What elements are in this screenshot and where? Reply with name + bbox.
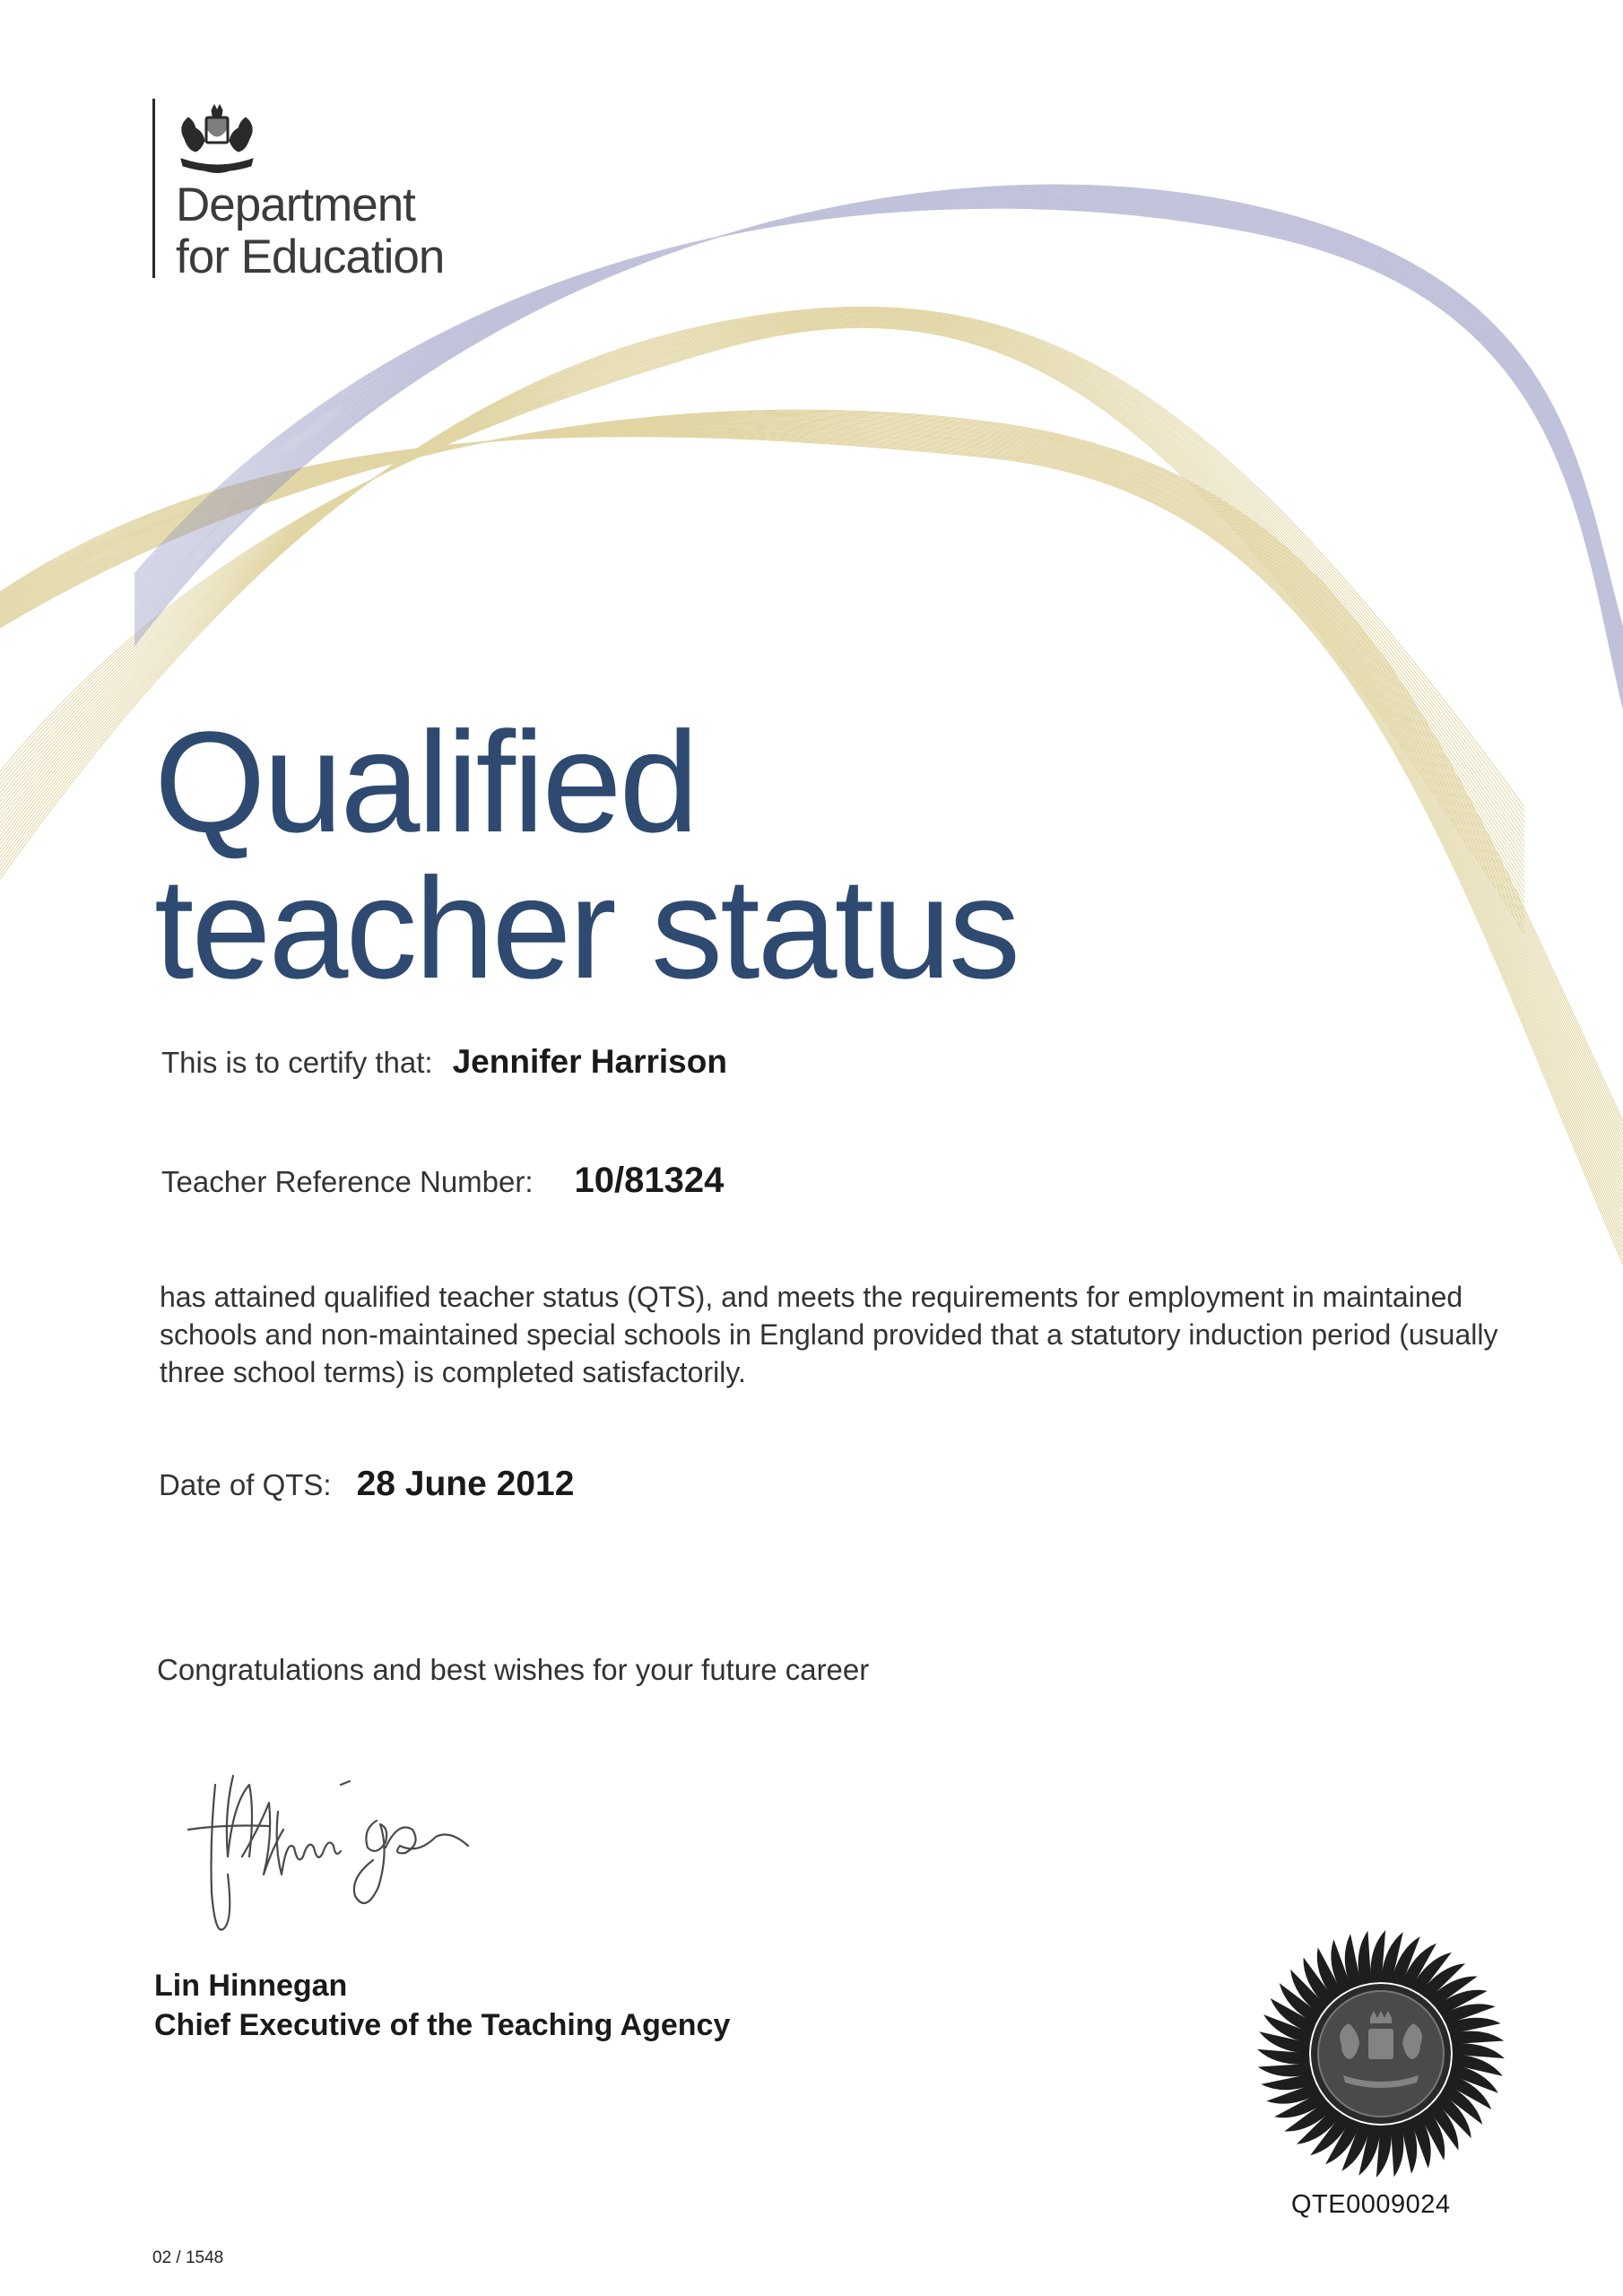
qts-date-row	[159, 1465, 574, 1504]
signatory-block	[154, 1966, 730, 2045]
certify-row	[161, 1043, 727, 1081]
signatory-name: Lin Hinnegan	[154, 1969, 348, 2003]
qts-date-value: 28 June 2012	[356, 1465, 575, 1503]
handwritten-signature	[170, 1758, 547, 1946]
signatory-title: Chief Executive of the Teaching Agency	[154, 2008, 731, 2042]
title-line2: teacher status	[154, 848, 1018, 1008]
title-line1: Qualified	[154, 701, 697, 862]
royal-coat-of-arms-icon	[172, 103, 262, 180]
department-name-line2: for Education	[176, 230, 445, 283]
trn-value: 10/81324	[574, 1161, 725, 1200]
congratulations-text: Congratulations and best wishes for your future career	[157, 1653, 870, 1686]
recipient-name: Jennifer Harrison	[452, 1043, 727, 1080]
qts-statement: has attained qualified teacher status (QTS), and meets the requirements for employment in maintained schools and non-maintained special schools in England provided that a statutory induction period (usually three school terms) is completed satisfactorily.	[160, 1281, 1498, 1388]
embossed-seal-icon	[1255, 1928, 1506, 2179]
certificate-title	[154, 701, 1018, 1008]
department-name	[176, 179, 444, 283]
logo-divider-bar	[152, 99, 155, 278]
certify-label: This is to certify that:	[161, 1046, 433, 1079]
trn-label: Teacher Reference Number:	[161, 1165, 534, 1198]
department-name-line1: Department	[176, 178, 415, 231]
trn-row	[161, 1161, 724, 1201]
form-code: 02 / 1548	[152, 2248, 224, 2267]
serial-number: QTE0009024	[1291, 2190, 1451, 2219]
qts-date-label: Date of QTS:	[159, 1468, 332, 1501]
